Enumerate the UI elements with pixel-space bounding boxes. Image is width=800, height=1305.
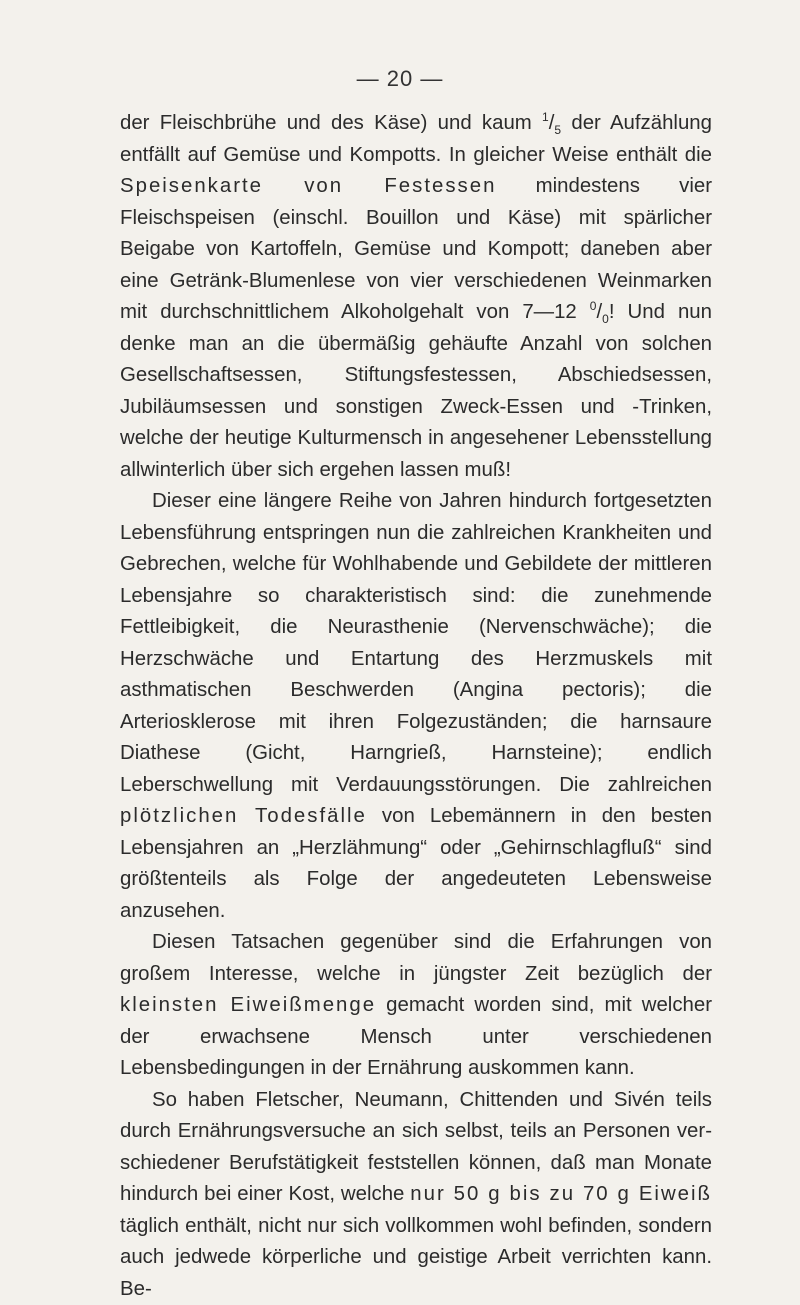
text-run: gemacht worden sind, mit welcher der erwachsene Mensch unter verschiedenen Lebensbedingungen in der Ernährung auskommen kann. <box>120 994 712 1079</box>
emphasized-text: nur 50 g bis zu 70 g Eiweiß <box>410 1183 712 1205</box>
page-number: — 20 — <box>0 66 800 92</box>
paragraph <box>120 927 712 1085</box>
paragraph <box>120 1085 712 1305</box>
text-run: ! Und nun denke man an die übermäßig gehäufte Anzahl von solchen Gesellschaftsessen, Stiftungsfestessen, Abschiedsessen, Jubiläumsessen und sonstigen Zweck-Essen und -Trinken, welche der heutige Kulturmensch in angesehener Lebensstellung allwinterlich über sich ergehen lassen muß! <box>120 301 712 481</box>
text-run: 0 <box>590 299 597 313</box>
text-run: 0 <box>602 312 609 326</box>
text-run: / <box>549 112 555 134</box>
text-run: 5 <box>554 123 561 137</box>
paragraph <box>120 108 712 486</box>
text-run: Dieser eine längere Reihe von Jahren hindurch fortgesetzten Lebensführung entspringen nun die zahlreichen Krankheiten und Gebrechen, welche für Wohlhabende und Gebildete der mittleren Lebensjahre so charakteristisch sind: die zunehmende Fettleibigkeit, die Neurasthenie (Nervenschwäche); die Herzschwäche und Entartung des Herzmuskels mit asthmatischen Beschwerden (Angina pectoris); die Arteriosklerose mit ihren Folgezuständen; die harnsaure Diathese (Gicht, Harngrieß, Harnsteine); endlich Leberschwellung mit Verdauungsstörungen. Die zahlreichen <box>120 490 712 796</box>
text-run: 1 <box>542 110 549 124</box>
text-run: der Fleischbrühe und des Käse) und kaum <box>120 112 542 134</box>
text-run: von Lebemännern in den besten Lebensjahren an „Herzlähmung“ oder „Gehirnschlagfluß“ sind größtenteils als Folge der angedeuteten Lebensweise anzusehen. <box>120 805 712 922</box>
text-run: mindestens vier Fleischspeisen (einschl. Bouillon und Käse) mit spärlicher Beigabe von Kartoffeln, Gemüse und Kompott; daneben aber eine Getränk-Blumenlese von vier verschiedenen Weinmarken mit durchschnittlichem Alkoholgehalt von 7—12 <box>120 175 712 323</box>
body-text <box>120 108 712 1305</box>
text-run: der Aufzählung entfällt auf Gemüse und Kompotts. In gleicher Weise enthält die <box>120 112 712 166</box>
text-run: Diesen Tatsachen gegenüber sind die Erfahrungen von großem Interesse, welche in jüngster Zeit bezüglich der <box>120 931 712 985</box>
emphasized-text: plötzlichen Todesfälle <box>120 805 367 827</box>
text-run: So haben Fletscher, Neumann, Chittenden und Sivén teils durch Ernährungsversuche an sich selbst, teils an Personen verschiedener Berufstätigkeit feststellen können, daß man Monate hindurch bei einer Kost, welche <box>120 1089 712 1206</box>
text-run: / <box>596 301 602 323</box>
emphasized-text: kleinsten Eiweißmenge <box>120 994 376 1016</box>
emphasized-text: Speisenkarte von Festessen <box>120 175 496 197</box>
text-run: täglich enthält, nicht nur sich vollkommen wohl befinden, sondern auch jedwede körperliche und geistige Arbeit verrichten kann. Be- <box>120 1215 712 1300</box>
paragraph <box>120 486 712 927</box>
